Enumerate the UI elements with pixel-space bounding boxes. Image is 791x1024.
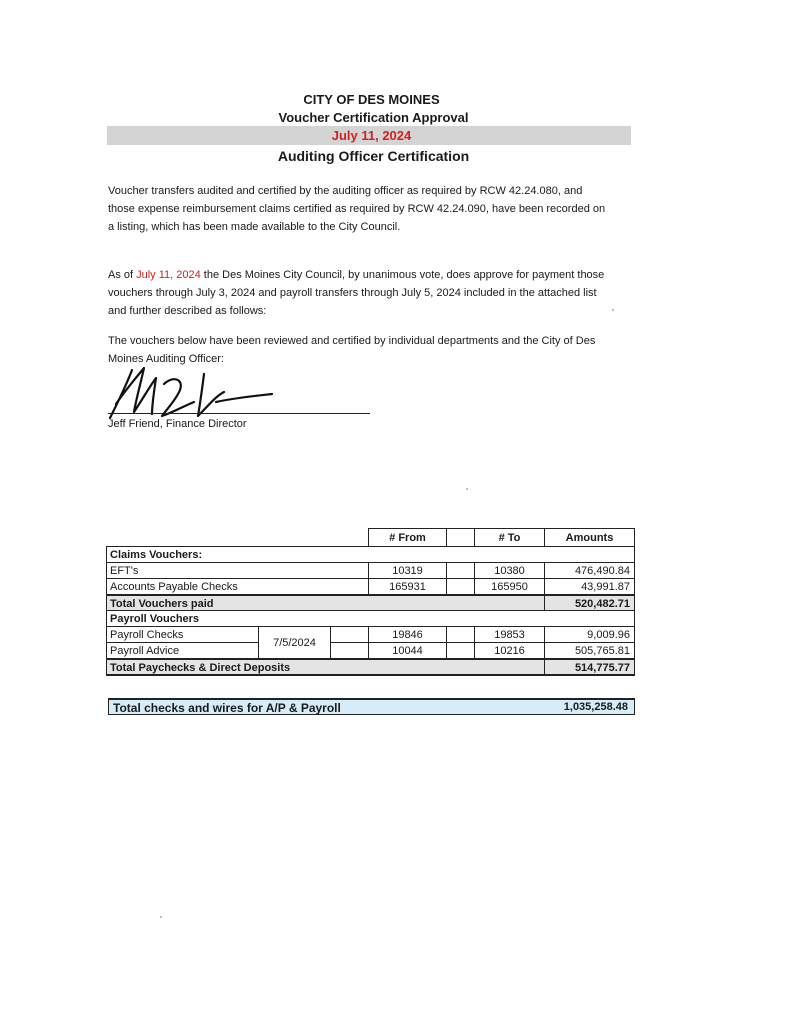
table-row <box>106 578 635 594</box>
paragraph-approval <box>108 266 608 320</box>
row-amount: 9,009.96 <box>544 626 635 642</box>
approval-date: July 11, 2024 <box>331 128 412 143</box>
grand-total-bar <box>108 698 635 715</box>
signature-line <box>108 413 370 414</box>
grand-total-amount: 1,035,258.48 <box>563 701 628 713</box>
row-to: 10216 <box>474 642 544 658</box>
row-spacer <box>330 626 368 642</box>
total-paychecks-label: Total Paychecks & Direct Deposits <box>106 658 544 676</box>
row-spacer <box>330 642 368 658</box>
document-title: Voucher Certification Approval <box>278 110 469 125</box>
row-to: 10380 <box>474 562 544 578</box>
payroll-section-label: Payroll Vouchers <box>106 610 635 626</box>
grand-total-label: Total checks and wires for A/P & Payroll <box>113 701 341 715</box>
claims-section-label: Claims Vouchers: <box>106 546 635 562</box>
row-gap <box>446 642 474 658</box>
table-row <box>106 642 635 658</box>
paragraph-review: The vouchers below have been reviewed and certified by individual departments and the City of Des Moines Auditing Officer: <box>108 335 596 365</box>
total-paychecks-amount: 514,775.77 <box>544 658 635 676</box>
header-to: # To <box>474 528 544 546</box>
payroll-date: 7/5/2024 <box>258 626 330 658</box>
approval-prefix: As of <box>108 269 137 281</box>
row-gap <box>446 578 474 594</box>
table-row <box>106 562 635 578</box>
header-gap <box>446 528 474 546</box>
row-from: 10044 <box>368 642 446 658</box>
total-vouchers-label: Total Vouchers paid <box>106 594 544 610</box>
row-gap <box>446 562 474 578</box>
total-vouchers-row <box>106 594 635 610</box>
signer-name: Jeff Friend, Finance Director <box>108 418 247 430</box>
city-name: CITY OF DES MOINES <box>303 92 440 107</box>
row-to: 19853 <box>474 626 544 642</box>
row-amount: 43,991.87 <box>544 578 635 594</box>
header-from: # From <box>368 528 446 546</box>
row-label: EFT's <box>106 562 368 578</box>
row-to: 165950 <box>474 578 544 594</box>
claims-section-row <box>106 546 635 562</box>
paragraph-certification: Voucher transfers audited and certified by the auditing officer as required by RCW 42.24.080, and those expense reimbursement claims certified as required by RCW 42.24.090, have been recorded on a listing, which has been made available to the City Council. <box>108 185 606 233</box>
row-label: Payroll Checks <box>106 626 258 642</box>
scan-speck <box>612 309 614 311</box>
scan-speck <box>466 488 468 490</box>
approval-inline-date: July 11, 2024 <box>136 269 201 281</box>
row-amount: 476,490.84 <box>544 562 635 578</box>
document-subtitle: Auditing Officer Certification <box>277 148 470 164</box>
total-vouchers-amount: 520,482.71 <box>544 594 635 610</box>
row-gap <box>446 626 474 642</box>
row-from: 165931 <box>368 578 446 594</box>
approval-text: the Des Moines City Council, by unanimous vote, does approve for payment those vouchers through July 3, 2024 and payroll transfers through July 5, 2024 included in the attached list and further described as follows: <box>108 269 605 317</box>
scan-speck <box>160 916 162 918</box>
row-amount: 505,765.81 <box>544 642 635 658</box>
row-label: Accounts Payable Checks <box>106 578 368 594</box>
handwritten-signature <box>104 356 279 426</box>
table-header-row <box>106 528 635 546</box>
row-from: 10319 <box>368 562 446 578</box>
row-label: Payroll Advice <box>106 642 258 658</box>
total-paychecks-row <box>106 658 635 674</box>
payroll-section-row <box>106 610 635 626</box>
header-amounts: Amounts <box>544 528 635 546</box>
row-from: 19846 <box>368 626 446 642</box>
table-row <box>106 626 635 642</box>
